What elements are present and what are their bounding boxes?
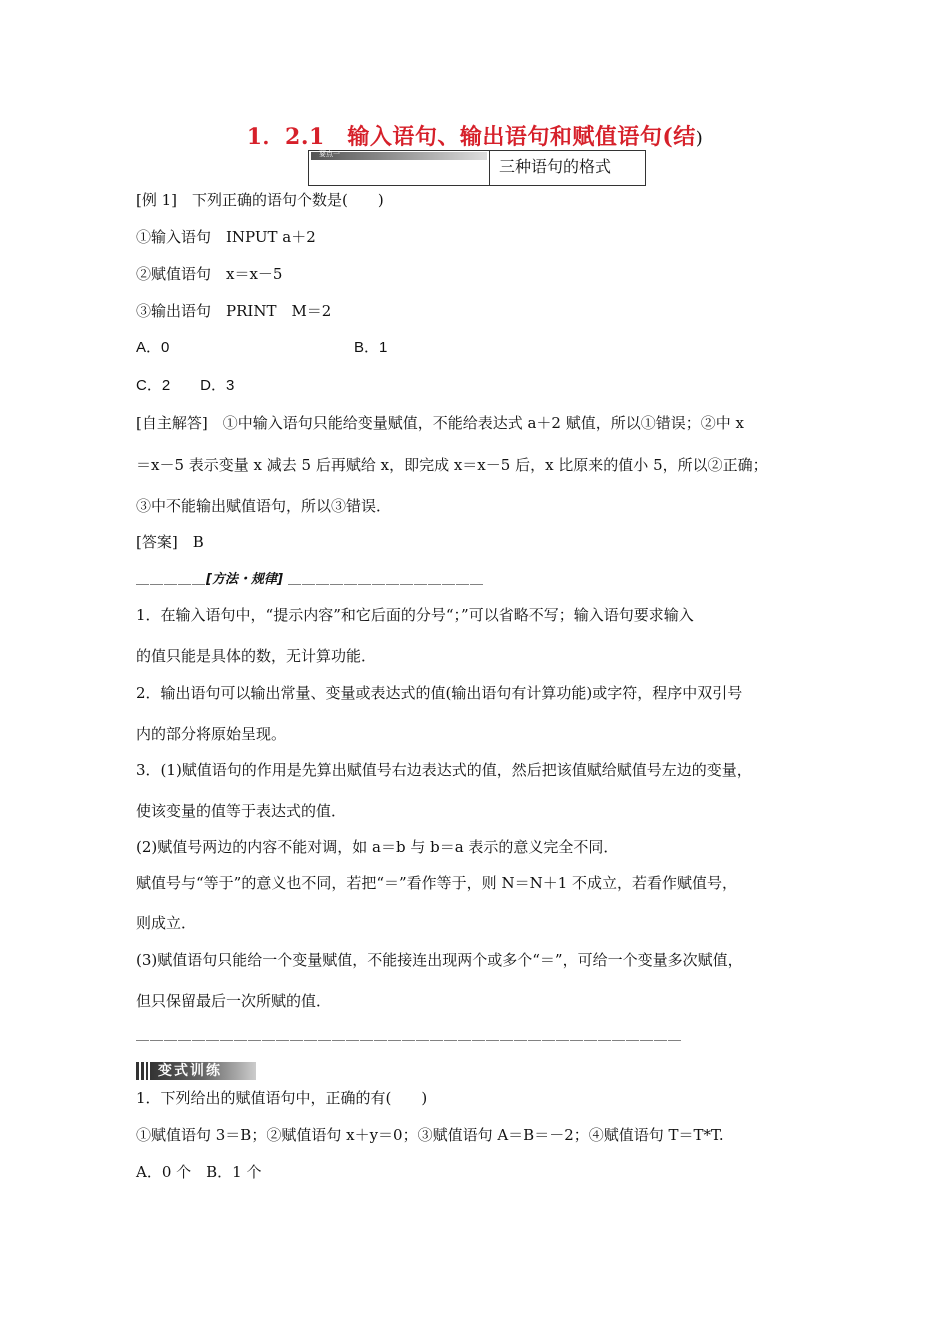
key-point-box (308, 150, 646, 186)
example-question: [例 1] 下列正确的语句个数是( ) (136, 191, 384, 209)
key-point-tag-text: 要点一 (319, 150, 340, 158)
practice-statements: ①赋值语句 3＝B；②赋值语句 x＋y＝0；③赋值语句 A＝B＝－2；④赋值语句 T＝T*T. (136, 1126, 724, 1144)
method-line-11: 但只保留最后一次所赋的值． (136, 992, 332, 1010)
method-line-5: 3．(1)赋值语句的作用是先算出赋值号右边表达式的值，然后把该值赋给赋值号左边的变量， (136, 761, 752, 779)
answer: [答案] B (136, 533, 204, 551)
method-header-left: ＿＿＿＿＿ (136, 572, 207, 587)
practice-tag-body (150, 1062, 256, 1080)
example-item-3: ③输出语句 PRINT M＝2 (136, 302, 332, 320)
practice-tag-text: 变式训练 (158, 1063, 222, 1079)
solution-line-1: [自主解答] ①中输入语句只能给变量赋值，不能给表达式 a＋2 赋值，所以①错误；②中 x (136, 414, 744, 432)
solution-line-2: ＝x－5 表示变量 x 减去 5 后再赋给 x，即完成 x＝x－5 后，x 比原来的值小 5，所以②正确； (136, 456, 768, 474)
method-line-6: 使该变量的值等于表达式的值． (136, 802, 347, 820)
method-line-8: 赋值号与“等于”的意义也不同，若把“＝”看作等于，则 N＝N＋1 不成立，若看作赋值号， (136, 874, 738, 892)
key-point-divider (489, 151, 490, 185)
example-item-1: ①输入语句 INPUT a＋2 (136, 228, 316, 246)
example-item-2: ②赋值语句 x＝x－5 (136, 265, 283, 283)
method-line-3: 2．输出语句可以输出常量、变量或表达式的值(输出语句有计算功能)或字符，程序中双引号 (136, 684, 743, 702)
method-header (136, 568, 484, 587)
method-line-2: 的值只能是具体的数，无计算功能． (136, 647, 377, 665)
method-footer-rule: ＿＿＿＿＿＿＿＿＿＿＿＿＿＿＿＿＿＿＿＿＿＿＿＿＿＿＿＿＿＿＿＿＿＿＿＿＿＿＿ (136, 1028, 683, 1043)
option-b: B．1 (354, 339, 388, 356)
method-line-7: (2)赋值号两边的内容不能对调，如 a＝b 与 b＝a 表示的意义完全不同． (136, 838, 619, 856)
method-line-10: (3)赋值语句只能给一个变量赋值，不能接连出现两个或多个“＝”，可给一个变量多次赋值， (136, 951, 743, 969)
practice-options: A．0 个 B．1 个 (136, 1163, 262, 1181)
method-line-1: 1．在输入语句中，“提示内容”和它后面的分号“；”可以省略不写；输入语句要求输入 (136, 606, 694, 624)
method-line-4: 内的部分将原始呈现。 (136, 725, 287, 743)
options-c-d: C．2 D．3 (136, 377, 235, 394)
title-text: 1．2.1 输入语句、输出语句和赋值语句(结 (246, 124, 696, 150)
key-point-label: 三种语句的格式 (499, 157, 612, 176)
practice-question: 1．下列给出的赋值语句中，正确的有( ) (136, 1089, 428, 1107)
document-title (0, 120, 950, 151)
title-tail: ) (695, 128, 704, 149)
option-a: A．0 (136, 339, 170, 356)
method-header-right: ＿＿＿＿＿＿＿＿＿＿＿＿＿＿ (288, 572, 485, 587)
key-point-tag (311, 152, 487, 160)
practice-tag-bars (136, 1062, 148, 1080)
solution-line-3: ③中不能输出赋值语句，所以③错误． (136, 497, 392, 515)
method-line-9: 则成立． (136, 914, 197, 932)
method-header-label: [方法・规律] (206, 572, 283, 587)
practice-tag (136, 1061, 256, 1081)
